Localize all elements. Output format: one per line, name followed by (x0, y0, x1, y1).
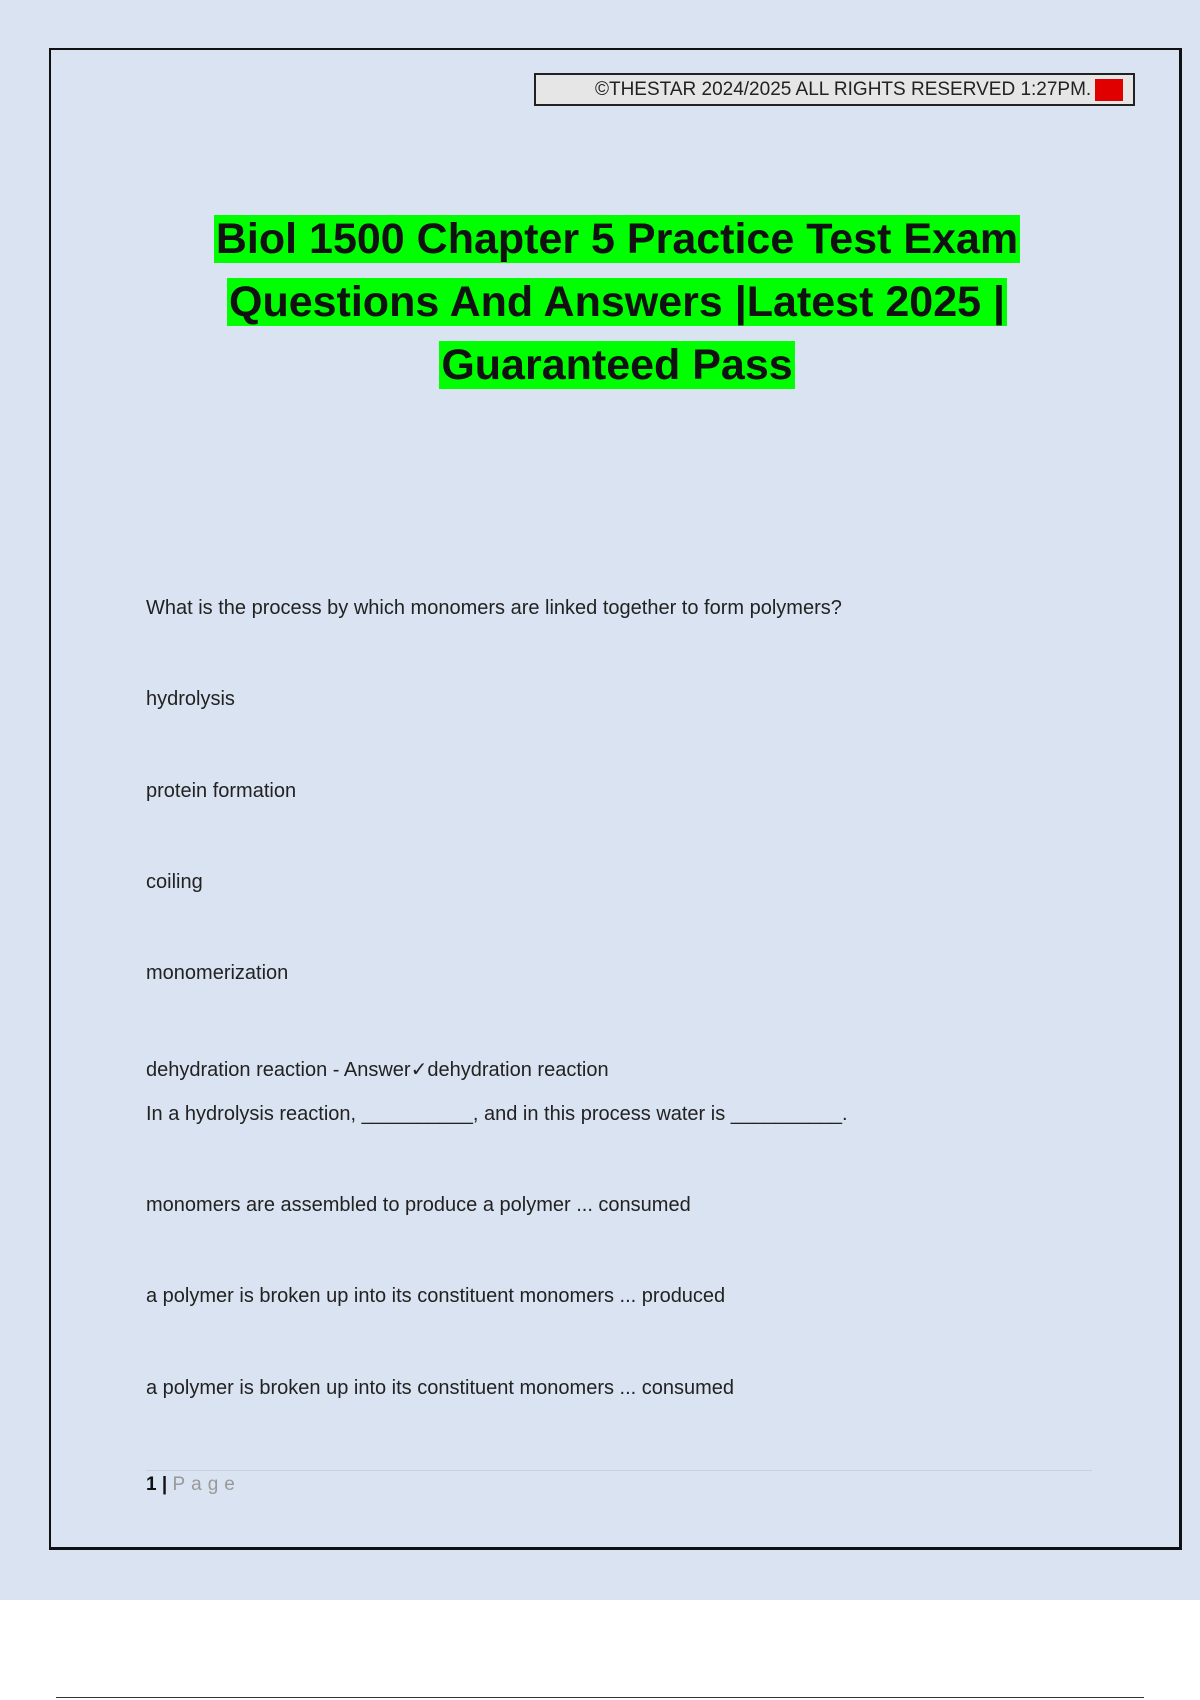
title-line-3: Guaranteed Pass (441, 341, 793, 389)
option-monomerization: monomerization (146, 962, 289, 984)
bottom-divider (56, 1697, 1144, 1698)
page-footer (146, 1474, 241, 1496)
page-number: 1 (146, 1474, 157, 1495)
option-monomers-assembled: monomers are assembled to produce a polymer ... consumed (146, 1194, 691, 1216)
option-polymer-broken-consumed: a polymer is broken up into its constituent monomers ... consumed (146, 1377, 735, 1399)
title-line-1: Biol 1500 Chapter 5 Practice Test Exam (215, 215, 1019, 263)
option-hydrolysis: hydrolysis (146, 688, 235, 710)
copyright-text: ©THESTAR 2024/2025 ALL RIGHTS RESERVED 1:27PM. (594, 78, 1092, 100)
question-2: In a hydrolysis reaction, __________, and in this process water is __________. (146, 1103, 848, 1125)
grade-badge: A+ (1097, 78, 1121, 100)
footer-divider (146, 1470, 1092, 1471)
document-title (150, 208, 1084, 397)
copyright-header (534, 73, 1135, 106)
answer-1: dehydration reaction - Answer✓dehydration reaction (146, 1059, 609, 1081)
footer-separator: | (161, 1474, 168, 1495)
option-coiling: coiling (146, 871, 203, 893)
question-1: What is the process by which monomers are linked together to form polymers? (146, 597, 842, 619)
option-polymer-broken-produced: a polymer is broken up into its constituent monomers ... produced (146, 1285, 726, 1307)
option-protein-formation: protein formation (146, 780, 297, 802)
page-label: Page (172, 1474, 241, 1495)
title-line-2: Questions And Answers |Latest 2025 | (229, 278, 1005, 326)
